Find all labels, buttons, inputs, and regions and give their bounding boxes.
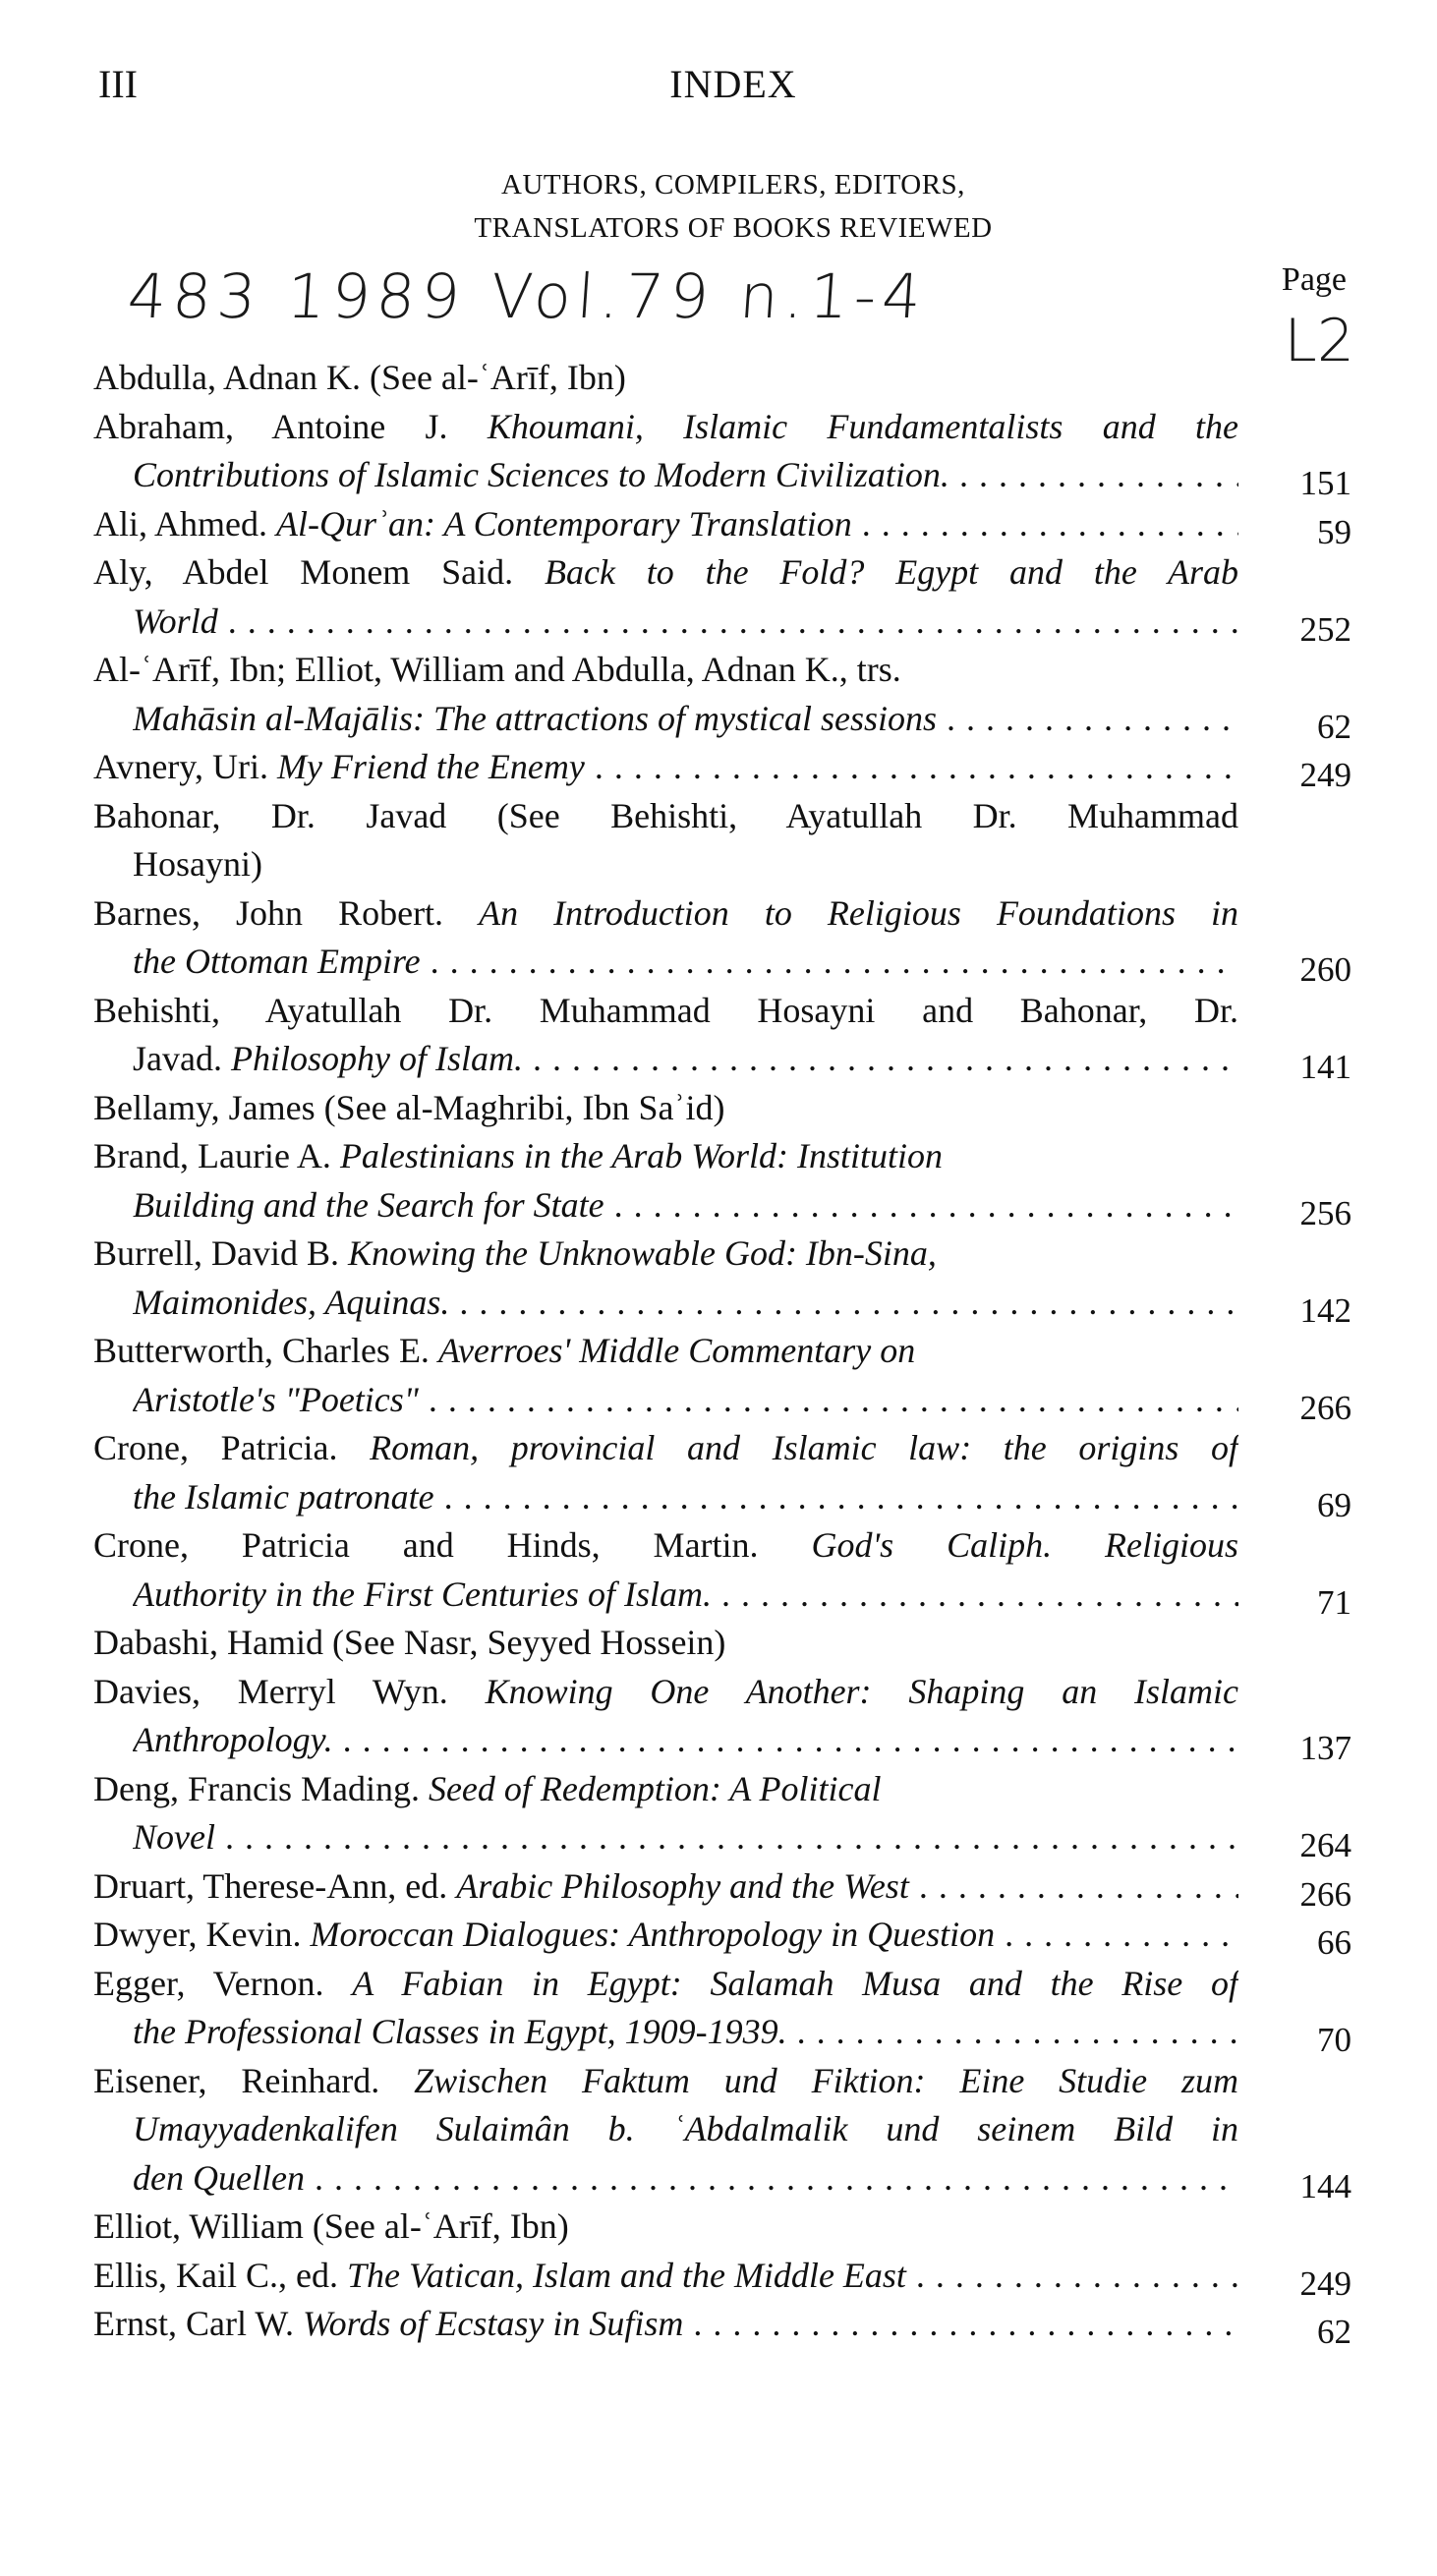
entry-title: Khoumani, Islamic Fundamentalists and the: [487, 406, 1238, 446]
entry-author: Ellis, Kail C., ed.: [93, 2255, 338, 2295]
section-subtitle-line1: AUTHORS, COMPILERS, EDITORS,: [501, 169, 965, 200]
entry-author: Deng, Francis Mading.: [93, 1768, 420, 1808]
entry-title: Back to the Fold? Egypt and the Arab: [544, 552, 1238, 592]
entry-page: 142: [1299, 1290, 1351, 1330]
entry-text-cont: Hosayni): [133, 844, 262, 884]
entry-page: 62: [1317, 2313, 1351, 2351]
entry-page: 266: [1299, 1388, 1351, 1427]
entry-title: The Vatican, Islam and the Middle East: [346, 2255, 906, 2295]
entry-title-cont: the Professional Classes in Egypt, 1909-1939.: [133, 2012, 787, 2051]
entry-author: Butterworth, Charles E.: [93, 1331, 430, 1370]
entry-page: 71: [1317, 1582, 1351, 1622]
index-entry: [93, 1911, 1351, 1960]
entry-page: 256: [1299, 1193, 1351, 1232]
index-entry: [93, 889, 1351, 987]
entry-title-cont: den Quellen: [133, 2157, 305, 2198]
index-entry: [93, 1132, 1351, 1230]
index-entry: [93, 2252, 1351, 2301]
entry-text-cont: Javad.: [133, 1039, 222, 1078]
entry-author: Eisener, Reinhard.: [93, 2060, 380, 2100]
section-subtitle-line2: TRANSLATORS OF BOOKS REVIEWED: [474, 212, 993, 244]
entry-author: Dwyer, Kevin.: [93, 1915, 302, 1954]
entry-author: Druart, Therese-Ann, ed.: [93, 1865, 448, 1906]
entry-text: Abdulla, Adnan K. (See al-ʿArīf, Ibn): [93, 358, 626, 397]
entry-page: 69: [1317, 1485, 1351, 1524]
index-entry: [93, 1765, 1351, 1862]
entry-title-cont: Mahāsin al-Majālis: The attractions of mystical sessions: [133, 698, 937, 738]
entry-author: Brand, Laurie A.: [93, 1136, 331, 1175]
entry-title-cont: Authority in the First Centuries of Islam.: [133, 1574, 712, 1614]
index-entry: [93, 354, 1351, 403]
entry-author: Burrell, David B.: [93, 1233, 339, 1273]
index-entry: [93, 500, 1351, 549]
index-entry: [93, 1619, 1351, 1668]
entry-title: Seed of Redemption: A Political: [428, 1768, 882, 1808]
entry-author: Avnery, Uri.: [93, 747, 268, 786]
entry-page: 252: [1299, 609, 1351, 649]
index-entry: [93, 1084, 1351, 1133]
entry-author: Barnes, John Robert.: [93, 892, 444, 933]
entry-title: My Friend the Enemy: [276, 747, 585, 786]
index-entry: [93, 1230, 1351, 1330]
entry-text: Dabashi, Hamid (See Nasr, Seyyed Hossein): [93, 1623, 726, 1662]
entry-title: Palestinians in the Arab World: Institution: [339, 1136, 943, 1175]
entry-text: Bahonar, Dr. Javad (See Behishti, Ayatullah Dr. Muhammad: [93, 795, 1238, 835]
entry-page: 62: [1317, 707, 1351, 746]
entry-title-cont: Building and the Search for State: [133, 1184, 604, 1225]
page-number: III: [98, 62, 138, 106]
page-column-label: Page: [1281, 261, 1347, 298]
entry-page: 249: [1299, 2263, 1351, 2303]
index-entry: [93, 2300, 1351, 2349]
entry-author: Ernst, Carl W.: [93, 2304, 294, 2343]
entry-page: 141: [1299, 1048, 1351, 1086]
entry-page: 260: [1299, 950, 1351, 989]
entry-title: Zwischen Faktum und Fiktion: Eine Studie zum: [414, 2060, 1238, 2100]
entry-page: 66: [1317, 1923, 1351, 1962]
entry-author: Crone, Patricia and Hinds, Martin.: [93, 1525, 759, 1565]
entry-title: A Fabian in Egypt: Salamah Musa and the Rise of: [352, 1963, 1238, 2003]
entry-author: Davies, Merryl Wyn.: [93, 1671, 448, 1711]
page-title: INDEX: [669, 62, 797, 106]
entry-author: Abraham, Antoine J.: [93, 406, 448, 446]
index-entry: [93, 1862, 1351, 1912]
entry-text: Elliot, William (See al-ʿArīf, Ibn): [93, 2206, 569, 2246]
index-entry: [93, 2203, 1351, 2252]
entry-title: Averroes' Middle Commentary on: [437, 1331, 916, 1370]
entry-title-cont: Maimonides, Aquinas.: [133, 1282, 450, 1322]
entry-title: Words of Ecstasy in Sufism: [303, 2304, 684, 2343]
entry-title-cont: Umayyadenkalifen Sulaimân b. ʿAbdalmalik und seinem Bild in: [133, 2109, 1238, 2148]
entry-page: 266: [1299, 1874, 1351, 1914]
entry-text: Behishti, Ayatullah Dr. Muhammad Hosayni and Bahonar, Dr.: [93, 990, 1238, 1030]
entry-title: Al-Qurʾan: A Contemporary Translation: [276, 503, 852, 544]
entry-title-cont: Contributions of Islamic Sciences to Modern Civilization.: [133, 455, 949, 494]
entry-text: Al-ʿArīf, Ibn; Elliot, William and Abdulla, Adnan K., trs.: [93, 650, 901, 689]
entry-title-cont: the Ottoman Empire: [133, 942, 421, 981]
entry-title: Arabic Philosophy and the West: [456, 1865, 909, 1906]
index-entry: [93, 1668, 1351, 1765]
index-entry: [93, 548, 1351, 649]
entry-author: Aly, Abdel Monem Said.: [93, 552, 514, 592]
entry-author: Crone, Patricia.: [93, 1428, 338, 1467]
handwritten-note: 483 1989 Vol.79 n.1-4: [125, 260, 930, 332]
entry-title: Philosophy of Islam.: [230, 1039, 523, 1078]
index-entry: [93, 2057, 1351, 2204]
index-entry: [93, 1521, 1351, 1622]
entry-title: Knowing One Another: Shaping an Islamic: [485, 1671, 1238, 1711]
index-entry: [93, 1960, 1351, 2057]
index-entry: [93, 1327, 1351, 1427]
index-entry: [93, 792, 1351, 889]
entry-title: Knowing the Unknowable God: Ibn-Sina,: [347, 1233, 937, 1273]
entry-author: Ali, Ahmed.: [93, 503, 267, 544]
entry-author: Egger, Vernon.: [93, 1963, 324, 2003]
index-entry: [93, 743, 1351, 792]
entry-text: Bellamy, James (See al-Maghribi, Ibn Saʾid): [93, 1087, 725, 1127]
index-entries: [93, 354, 1351, 2349]
entry-page: 151: [1299, 464, 1351, 502]
entry-title-cont: World: [133, 601, 218, 641]
index-entry: [93, 403, 1351, 500]
entry-title-cont: Aristotle's "Poetics": [133, 1379, 419, 1419]
handwritten-code: L2: [1284, 307, 1354, 375]
entry-title: Moroccan Dialogues: Anthropology in Question: [310, 1915, 996, 1954]
entry-title: God's Caliph. Religious: [811, 1525, 1238, 1565]
entry-title-cont: the Islamic patronate: [133, 1476, 434, 1517]
index-entry: [93, 646, 1351, 746]
entry-title: Roman, provincial and Islamic law: the origins of: [370, 1428, 1238, 1467]
entry-page: 70: [1317, 2021, 1351, 2059]
entry-page: 249: [1299, 756, 1351, 794]
entry-title-cont: Novel: [133, 1817, 215, 1857]
entry-page: 59: [1317, 512, 1351, 551]
entry-title-cont: Anthropology.: [133, 1720, 333, 1759]
entry-page: 137: [1299, 1729, 1351, 1767]
entry-page: 144: [1299, 2166, 1351, 2205]
index-entry: [93, 987, 1351, 1084]
entry-title: An Introduction to Religious Foundations in: [479, 892, 1238, 933]
entry-page: 264: [1299, 1826, 1351, 1864]
index-entry: [93, 1424, 1351, 1524]
